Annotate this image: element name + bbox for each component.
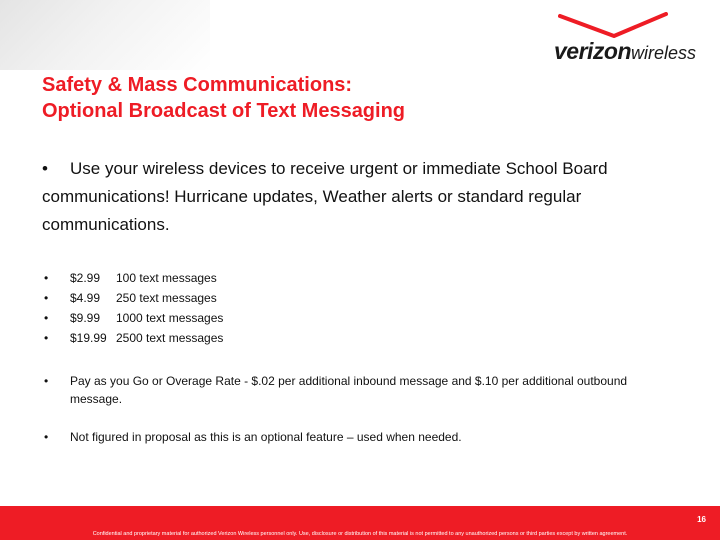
slide-title xyxy=(42,72,405,124)
logo-brand-text: verizon xyxy=(554,38,632,64)
price-list-item xyxy=(42,268,223,288)
price-amount: $2.99 xyxy=(70,271,101,285)
bullet-marker: • xyxy=(42,159,48,178)
footer-bar xyxy=(0,506,720,540)
verizon-wireless-logo xyxy=(548,12,708,72)
bullet-marker: • xyxy=(44,291,49,305)
corner-shade-decoration xyxy=(0,0,210,70)
logo-wordmark xyxy=(554,40,696,63)
price-amount: $19.99 xyxy=(70,331,107,345)
main-bullet-text: Use your wireless devices to receive urgent or immediate School Board communications! Hurricane updates, Weather alerts or standard regular communications. xyxy=(42,159,608,234)
price-description: 1000 text messages xyxy=(116,311,224,325)
slide-title-line-2: Optional Broadcast of Text Messaging xyxy=(42,100,406,122)
bullet-marker: • xyxy=(44,331,49,345)
optional-feature-text: Not figured in proposal as this is an optional feature – used when needed. xyxy=(70,430,462,444)
bullet-marker: • xyxy=(44,311,49,325)
logo-suffix-text: wireless xyxy=(631,43,697,63)
price-description: 100 text messages xyxy=(116,271,217,285)
price-amount: $9.99 xyxy=(70,311,101,325)
slide-title-line-1: Safety & Mass Communications: xyxy=(42,74,353,96)
footer-disclaimer: Confidential and proprietary material for authorized Verizon Wireless personnel only. Use, disclosure or distribution of this material is not permitted to any unauthorized persons or third parties except by written agreement. xyxy=(92,531,628,537)
optional-feature-note xyxy=(42,428,682,446)
price-list-item xyxy=(42,308,223,328)
price-amount: $4.99 xyxy=(70,291,101,305)
bullet-marker: • xyxy=(44,271,49,285)
price-description: 250 text messages xyxy=(116,291,217,305)
price-description: 2500 text messages xyxy=(116,331,224,345)
price-list xyxy=(42,268,223,348)
main-bullet-point xyxy=(42,155,682,239)
page-number: 16 xyxy=(697,515,706,524)
overage-rate-note xyxy=(42,372,682,408)
bullet-marker: • xyxy=(44,430,49,444)
price-list-item xyxy=(42,328,223,348)
bullet-marker: • xyxy=(44,374,49,388)
price-list-item xyxy=(42,288,223,308)
overage-rate-text: Pay as you Go or Overage Rate - $.02 per additional inbound message and $.10 per additional outbound message. xyxy=(70,374,628,406)
